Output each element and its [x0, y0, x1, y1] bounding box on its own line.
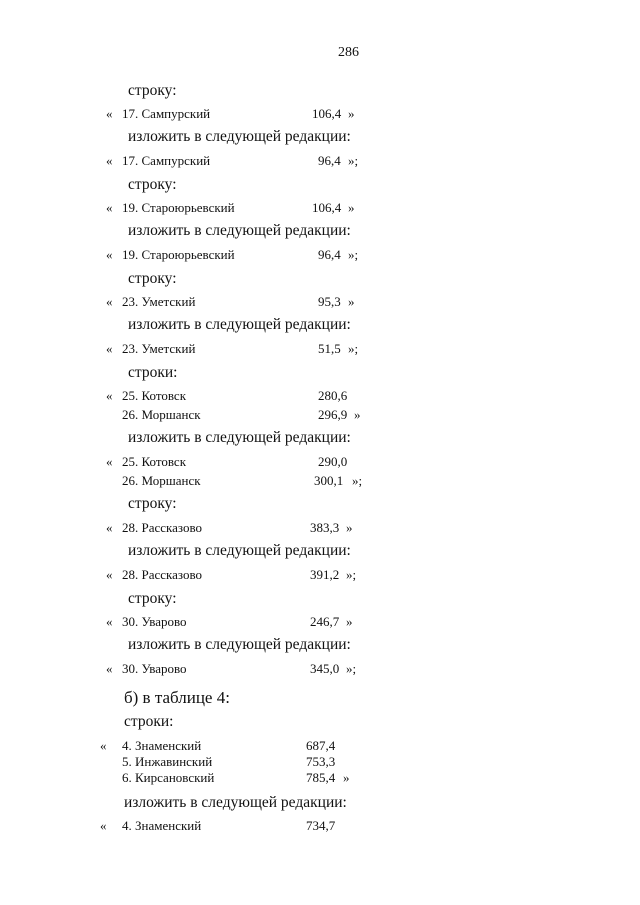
row-name: 26. Моршанск: [122, 473, 201, 488]
row-name: 4. Знаменский: [122, 738, 202, 753]
open-quote: «: [106, 520, 113, 535]
close-quote: »;: [346, 567, 357, 582]
row-name: 4. Знаменский: [122, 818, 202, 833]
open-quote: «: [106, 294, 113, 309]
row-value: 391,2: [310, 567, 340, 582]
row-value: 246,7: [310, 614, 340, 629]
label-stroku: строку:: [128, 495, 177, 512]
close-quote: »;: [348, 153, 359, 168]
close-quote: »: [343, 770, 350, 785]
row-name: 6. Кирсановский: [122, 770, 215, 785]
open-quote: «: [100, 818, 107, 833]
row-name: 23. Уметский: [122, 341, 196, 356]
open-quote: «: [106, 454, 113, 469]
row-value: 785,4: [306, 770, 336, 785]
label-stroku: строку:: [128, 176, 177, 193]
row-name: 5. Инжавинский: [122, 754, 213, 769]
row-name: 23. Уметский: [122, 294, 196, 309]
row-name: 17. Сампурский: [122, 106, 211, 121]
row-value: 383,3: [310, 520, 340, 535]
row-value: 51,5: [318, 341, 341, 356]
open-quote: «: [100, 738, 107, 753]
label-stroku: строку:: [128, 82, 177, 99]
row-name: 17. Сампурский: [122, 153, 211, 168]
open-quote: «: [106, 247, 113, 262]
row-name: 19. Староюрьевский: [122, 247, 235, 262]
row-value: 290,0: [318, 454, 348, 469]
label-izlozhit: изложить в следующей редакции:: [128, 316, 351, 333]
row-name: 30. Уварово: [122, 614, 187, 629]
close-quote: »;: [352, 473, 363, 488]
close-quote: »: [348, 106, 355, 121]
row-value: 280,6: [318, 388, 348, 403]
close-quote: »: [346, 520, 353, 535]
open-quote: «: [106, 153, 113, 168]
label-stroku: строку:: [128, 590, 177, 607]
row-value: 106,4: [312, 106, 342, 121]
row-value: 734,7: [306, 818, 336, 833]
row-name: 30. Уварово: [122, 661, 187, 676]
row-value: 96,4: [318, 247, 341, 262]
page-number: 286: [338, 45, 359, 60]
row-value: 345,0: [310, 661, 340, 676]
open-quote: «: [106, 567, 113, 582]
close-quote: »: [354, 407, 361, 422]
open-quote: «: [106, 614, 113, 629]
label-stroki: строки:: [124, 713, 174, 730]
row-value: 106,4: [312, 200, 342, 215]
close-quote: »;: [346, 661, 357, 676]
open-quote: «: [106, 661, 113, 676]
label-stroki: строки:: [128, 364, 178, 381]
section-heading: б) в таблице 4:: [124, 688, 230, 707]
close-quote: »: [348, 294, 355, 309]
row-value: 300,1: [314, 473, 344, 488]
open-quote: «: [106, 341, 113, 356]
open-quote: «: [106, 388, 113, 403]
label-izlozhit: изложить в следующей редакции:: [128, 542, 351, 559]
row-value: 95,3: [318, 294, 341, 309]
close-quote: »: [346, 614, 353, 629]
open-quote: «: [106, 106, 113, 121]
label-izlozhit: изложить в следующей редакции:: [124, 794, 347, 811]
row-value: 687,4: [306, 738, 336, 753]
close-quote: »: [348, 200, 355, 215]
row-name: 19. Староюрьевский: [122, 200, 235, 215]
row-value: 753,3: [306, 754, 336, 769]
label-izlozhit: изложить в следующей редакции:: [128, 222, 351, 239]
row-name: 28. Рассказово: [122, 520, 203, 535]
close-quote: »;: [348, 341, 359, 356]
row-value: 96,4: [318, 153, 341, 168]
label-stroku: строку:: [128, 270, 177, 287]
row-name: 25. Котовск: [122, 454, 187, 469]
row-name: 26. Моршанск: [122, 407, 201, 422]
row-value: 296,9: [318, 407, 348, 422]
open-quote: «: [106, 200, 113, 215]
label-izlozhit: изложить в следующей редакции:: [128, 429, 351, 446]
label-izlozhit: изложить в следующей редакции:: [128, 128, 351, 145]
close-quote: »;: [348, 247, 359, 262]
row-name: 25. Котовск: [122, 388, 187, 403]
label-izlozhit: изложить в следующей редакции:: [128, 636, 351, 653]
row-name: 28. Рассказово: [122, 567, 203, 582]
